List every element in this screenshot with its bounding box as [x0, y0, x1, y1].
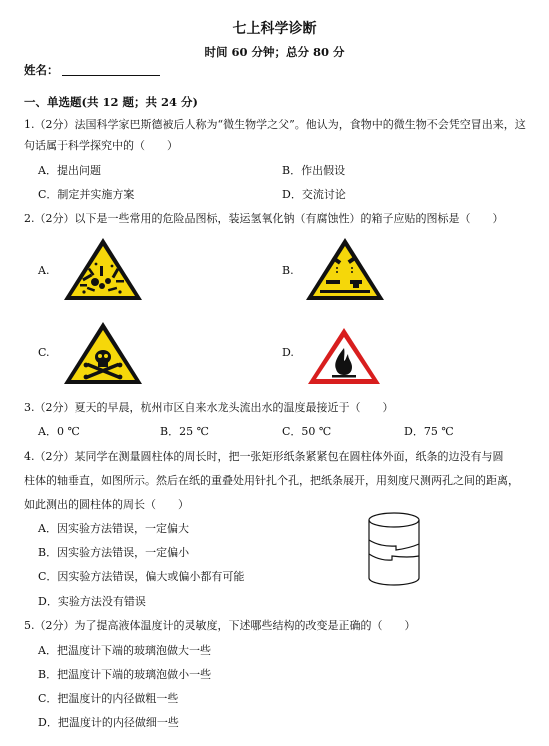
- option-c[interactable]: C．因实验方法错误，偏大或偏小都有可能: [38, 570, 245, 583]
- question-stem: 5.（2分）为了提高液体温度计的灵敏度，下述哪些结构的改变是正确的（ ）: [24, 619, 416, 632]
- option-d[interactable]: D.: [282, 346, 294, 359]
- name-blank-line[interactable]: [62, 75, 160, 76]
- option-b[interactable]: B．作出假设: [282, 164, 346, 177]
- option-d[interactable]: D．把温度计的内径做细一些: [38, 716, 179, 729]
- question-stem: 4.（2分）某同学在测量圆柱体的周长时，把一张矩形纸条紧紧包在圆柱体外面，纸条的边没有与圆: [24, 450, 504, 463]
- name-label: 姓名：: [24, 63, 59, 77]
- toxic-sign-icon[interactable]: [62, 320, 144, 386]
- option-b[interactable]: B．25 ℃: [160, 425, 209, 438]
- option-d[interactable]: D．75 ℃: [404, 425, 454, 438]
- option-b[interactable]: B.: [282, 264, 294, 277]
- option-c[interactable]: C．50 ℃: [282, 425, 332, 438]
- question-stem: 3.（2分）夏天的早晨，杭州市区自来水龙头流出水的温度最接近于（ ）: [24, 401, 394, 414]
- option-a[interactable]: A．把温度计下端的玻璃泡做大一些: [38, 644, 211, 657]
- section-title: 一、单选题(共 12 题；共 24 分): [24, 95, 198, 109]
- explosive-sign-icon[interactable]: [62, 236, 144, 302]
- option-a[interactable]: A．因实验方法错误，一定偏大: [38, 522, 189, 535]
- option-b[interactable]: B．因实验方法错误，一定偏小: [38, 546, 190, 559]
- flammable-sign-icon[interactable]: [306, 326, 382, 386]
- corrosive-sign-icon[interactable]: [304, 236, 386, 302]
- option-a[interactable]: A．0 ℃: [38, 425, 80, 438]
- option-c[interactable]: C．制定并实施方案: [38, 188, 135, 201]
- option-d[interactable]: D．实验方法没有错误: [38, 595, 146, 608]
- question-stem-cont: 句话属于科学探究中的（ ）: [24, 139, 178, 152]
- option-b[interactable]: B．把温度计下端的玻璃泡做小一些: [38, 668, 212, 681]
- question-stem-cont: 如此测出的圆柱体的周长（ ）: [24, 498, 189, 511]
- cylinder-figure-icon: [366, 510, 422, 590]
- question-stem-cont: 柱体的轴垂直，如图所示。然后在纸的重叠处用针扎个孔，把纸条展开，用刻度尺测两孔之间的距离，: [24, 474, 519, 487]
- option-a[interactable]: A.: [38, 264, 50, 277]
- option-a[interactable]: A．提出问题: [38, 164, 101, 177]
- question-stem: 2.（2分）以下是一些常用的危险品图标，装运氢氧化钠（有腐蚀性）的箱子应贴的图标是（ ）: [24, 212, 504, 225]
- exam-info: 时间 60 分钟；总分 80 分: [204, 45, 345, 59]
- option-c[interactable]: C.: [38, 346, 50, 359]
- option-d[interactable]: D．交流讨论: [282, 188, 346, 201]
- page-title: 七上科学诊断: [232, 21, 317, 37]
- question-stem: 1.（2分）法国科学家巴斯德被后人称为“微生物学之父”。他认为，食物中的微生物不会凭空冒出来，这: [24, 118, 526, 131]
- option-c[interactable]: C．把温度计的内径做粗一些: [38, 692, 179, 705]
